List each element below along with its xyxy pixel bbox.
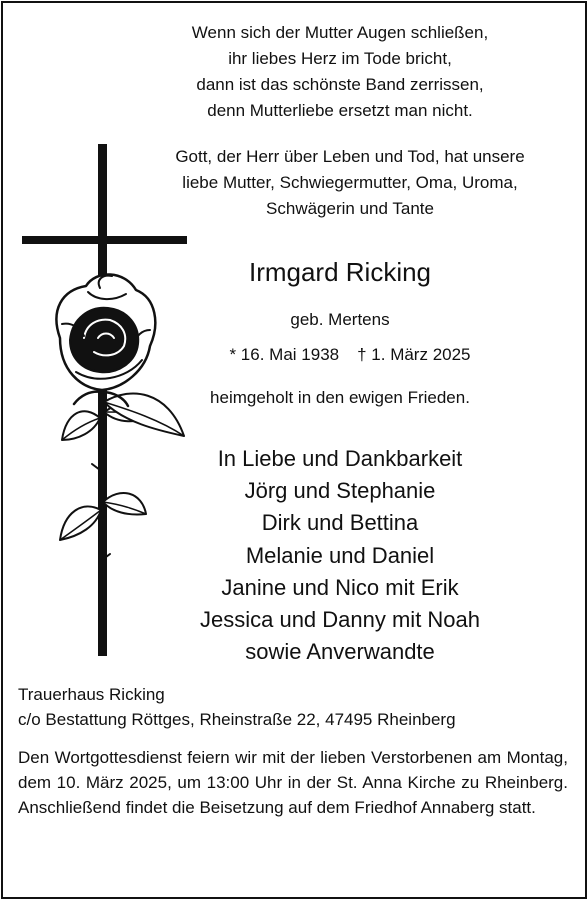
poem bbox=[120, 20, 560, 124]
service-notice: Den Wortgottesdienst feiern wir mit der lieben Verstorbenen am Montag, dem 10. März 2025, um 13:00 Uhr in der St. Anna Kirche zu Rheinberg. Anschließend findet die Beisetzung auf dem Friedhof Annaberg statt. bbox=[18, 748, 568, 817]
mourning-address bbox=[18, 682, 578, 732]
address-line: c/o Bestattung Röttges, Rheinstraße 22, 47495 Rheinberg bbox=[18, 710, 456, 729]
intro-line: Schwägerin und Tante bbox=[266, 199, 434, 218]
mourners-line: Jörg und Stephanie bbox=[244, 478, 436, 504]
deceased-name: Irmgard Ricking bbox=[248, 257, 432, 287]
intro-line: liebe Mutter, Schwiegermutter, Oma, Uroma, bbox=[182, 173, 518, 192]
mourners-line: Dirk und Bettina bbox=[261, 510, 419, 536]
maiden-name: geb. Mertens bbox=[290, 310, 390, 329]
mourners-line: Jessica und Danny mit Noah bbox=[199, 607, 481, 633]
poem-line: ihr liebes Herz im Tode bricht, bbox=[228, 49, 452, 68]
poem-line: dann ist das schönste Band zerrissen, bbox=[196, 75, 484, 94]
death-date: † 1. März 2025 bbox=[357, 345, 471, 364]
mourners-line: Janine und Nico mit Erik bbox=[221, 574, 459, 600]
poem-line: Wenn sich der Mutter Augen schließen, bbox=[191, 23, 489, 42]
announcement-intro bbox=[120, 144, 580, 222]
address-line: Trauerhaus Ricking bbox=[18, 685, 165, 704]
intro-line: Gott, der Herr über Leben und Tod, hat unsere bbox=[175, 147, 525, 166]
life-dates bbox=[160, 344, 540, 366]
birth-date: * 16. Mai 1938 bbox=[229, 345, 340, 364]
mourners-line: Melanie und Daniel bbox=[245, 542, 435, 568]
mourners-list bbox=[160, 443, 520, 668]
homecall-text: heimgeholt in den ewigen Frieden. bbox=[210, 388, 470, 407]
mourners-line: sowie Anverwandte bbox=[245, 639, 435, 665]
mourners-line: In Liebe und Dankbarkeit bbox=[217, 446, 463, 471]
poem-line: denn Mutterliebe ersetzt man nicht. bbox=[207, 101, 473, 120]
